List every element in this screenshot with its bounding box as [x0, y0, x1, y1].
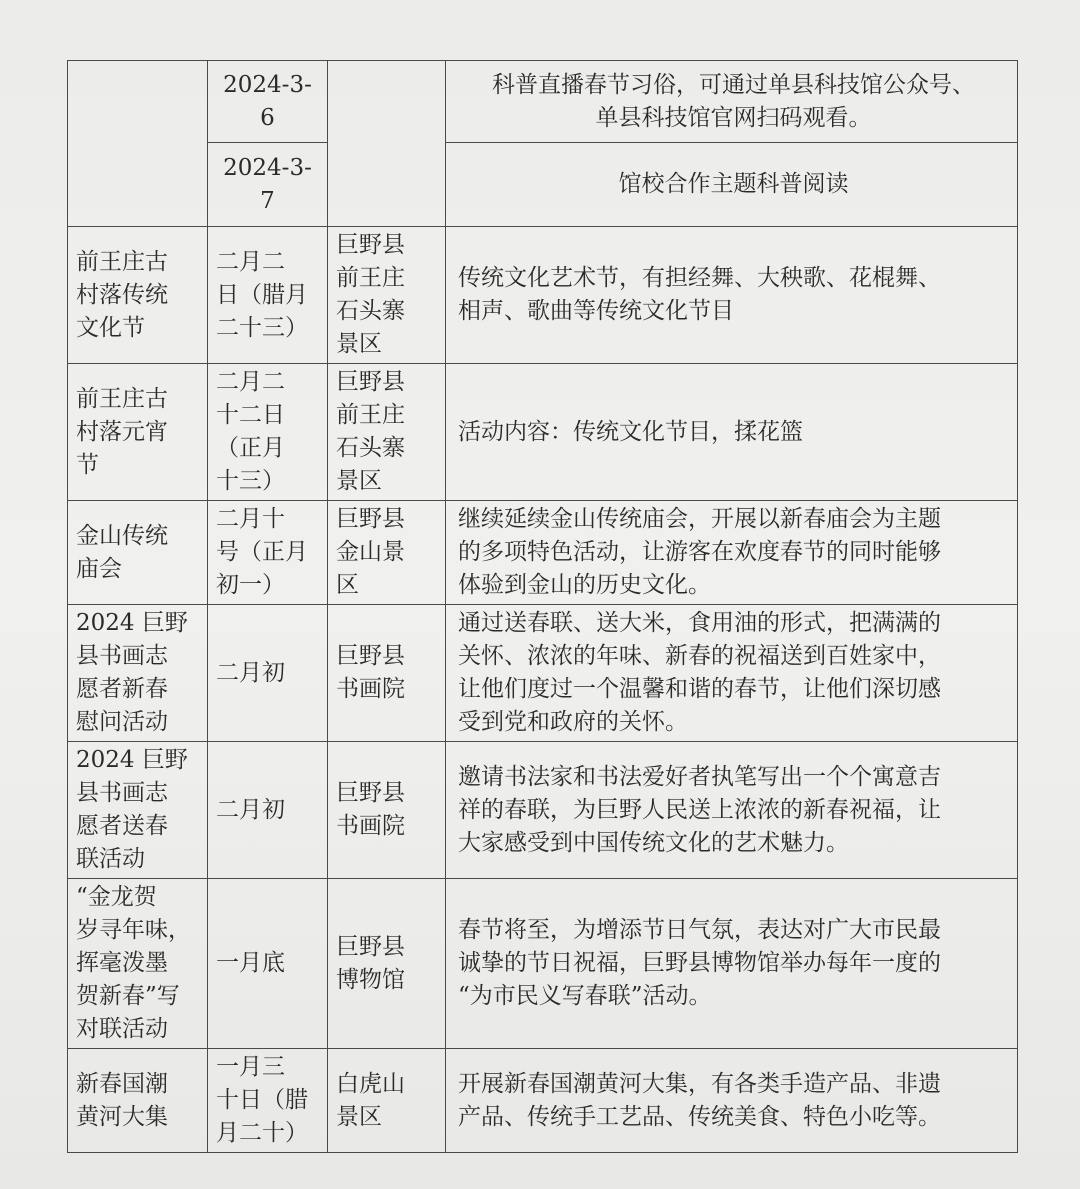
- table-row: [68, 61, 1018, 143]
- name-cell: 新春国潮 黄河大集: [68, 1049, 208, 1153]
- date-cell: 一月底: [208, 879, 328, 1049]
- place-cell: 巨野县 博物馆: [328, 879, 446, 1049]
- place-cell: 巨野县 前王庄 石头寨 景区: [328, 364, 446, 501]
- place-cell: 巨野县 书画院: [328, 605, 446, 742]
- content-cell: 馆校合作主题科普阅读: [446, 143, 1018, 227]
- content-cell: 春节将至，为增添节日气氛，表达对广大市民最 诚挚的节日祝福，巨野县博物馆举办每年一度的 “为市民义写春联”活动。: [446, 879, 1018, 1049]
- date-cell: 二月二 十二日 （正月 十三）: [208, 364, 328, 501]
- activities-table: [67, 60, 1018, 1153]
- table-row: [68, 742, 1018, 879]
- place-cell: 巨野县 金山景 区: [328, 501, 446, 605]
- date-cell: 二月初: [208, 742, 328, 879]
- table-row: [68, 879, 1018, 1049]
- table-row: [68, 501, 1018, 605]
- place-cell: 巨野县 书画院: [328, 742, 446, 879]
- table-row: [68, 605, 1018, 742]
- content-cell: 开展新春国潮黄河大集，有各类手造产品、非遗 产品、传统手工艺品、传统美食、特色小吃等。: [446, 1049, 1018, 1153]
- table-row: [68, 1049, 1018, 1153]
- name-cell: 前王庄古 村落传统 文化节: [68, 227, 208, 364]
- content-cell: 邀请书法家和书法爱好者执笔写出一个个寓意吉 祥的春联，为巨野人民送上浓浓的新春祝福，让 大家感受到中国传统文化的艺术魅力。: [446, 742, 1018, 879]
- table-row: [68, 364, 1018, 501]
- table-row: [68, 143, 1018, 227]
- date-cell: 一月三 十日（腊 月二十）: [208, 1049, 328, 1153]
- date-cell: 二月二 日（腊月 二十三）: [208, 227, 328, 364]
- name-cell: 金山传统 庙会: [68, 501, 208, 605]
- name-cell: 2024 巨野 县书画志 愿者送春 联活动: [68, 742, 208, 879]
- content-cell: 科普直播春节习俗，可通过单县科技馆公众号、 单县科技馆官网扫码观看。: [446, 61, 1018, 143]
- date-cell: 二月初: [208, 605, 328, 742]
- name-cell: 2024 巨野 县书画志 愿者新春 慰问活动: [68, 605, 208, 742]
- place-cell: 巨野县 前王庄 石头寨 景区: [328, 227, 446, 364]
- place-cell-empty: [328, 61, 446, 227]
- content-cell: 通过送春联、送大米，食用油的形式，把满满的 关怀、浓浓的年味、新春的祝福送到百姓家中， 让他们度过一个温馨和谐的春节，让他们深切感 受到党和政府的关怀。: [446, 605, 1018, 742]
- date-cell: 二月十 号（正月 初一）: [208, 501, 328, 605]
- content-cell: 活动内容：传统文化节目，揉花篮: [446, 364, 1018, 501]
- name-cell: 前王庄古 村落元宵 节: [68, 364, 208, 501]
- name-cell: “金龙贺 岁寻年味， 挥毫泼墨 贺新春”写 对联活动: [68, 879, 208, 1049]
- date-cell: 2024-3- 7: [208, 143, 328, 227]
- name-cell-empty: [68, 61, 208, 227]
- content-cell: 传统文化艺术节，有担经舞、大秧歌、花棍舞、 相声、歌曲等传统文化节目: [446, 227, 1018, 364]
- place-cell: 白虎山 景区: [328, 1049, 446, 1153]
- table-row: [68, 227, 1018, 364]
- date-cell: 2024-3- 6: [208, 61, 328, 143]
- content-cell: 继续延续金山传统庙会，开展以新春庙会为主题 的多项特色活动，让游客在欢度春节的同时能够 体验到金山的历史文化。: [446, 501, 1018, 605]
